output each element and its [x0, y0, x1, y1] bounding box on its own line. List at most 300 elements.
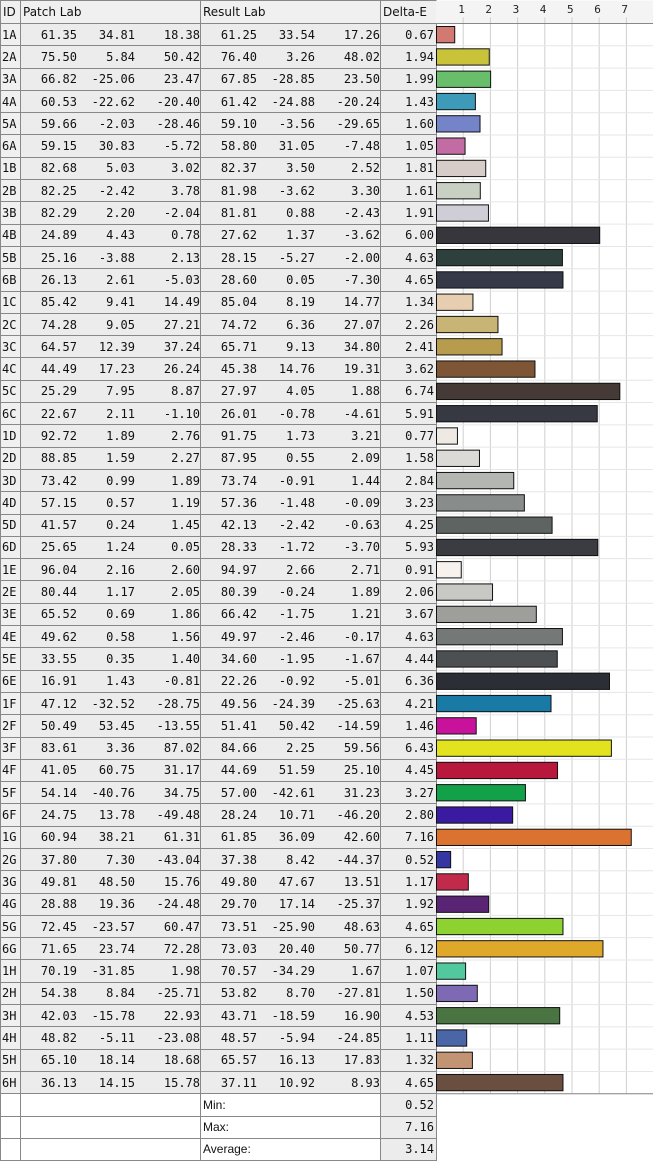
delta-e-value: 4.63 [381, 246, 437, 268]
summary-blank [1, 1138, 21, 1160]
bar-3A [437, 71, 491, 87]
result-b: 48.02 [343, 49, 380, 64]
bar-4C [437, 361, 535, 377]
patch-a: 60.75 [98, 763, 135, 778]
patch-b: -13.55 [156, 718, 200, 733]
result-a: -24.39 [271, 696, 315, 711]
patch-b: 26.24 [163, 362, 200, 377]
result-l: 43.71 [220, 1008, 257, 1023]
delta-e-value: 2.80 [381, 804, 437, 826]
patch-lab-cell [21, 871, 201, 893]
result-a: 50.42 [278, 718, 315, 733]
result-a: -0.92 [278, 674, 315, 689]
result-lab-cell [201, 581, 381, 603]
bar-5B [437, 249, 563, 265]
patch-lab-cell [21, 358, 201, 380]
patch-l: 24.75 [40, 808, 77, 823]
patch-id: 4F [1, 759, 21, 781]
patch-lab-cell [21, 804, 201, 826]
result-l: 34.60 [220, 651, 257, 666]
patch-b: 23.47 [163, 72, 200, 87]
delta-e-value: 1.91 [381, 202, 437, 224]
delta-e-value: 6.12 [381, 938, 437, 960]
result-b: 13.51 [343, 874, 380, 889]
patch-lab-cell [21, 559, 201, 581]
patch-l: 22.67 [40, 406, 77, 421]
bar-3H [437, 1008, 560, 1024]
patch-l: 60.94 [40, 830, 77, 845]
patch-a: -40.76 [91, 785, 135, 800]
result-a: 6.36 [286, 317, 315, 332]
result-lab-cell [201, 692, 381, 714]
result-a: -34.29 [271, 964, 315, 979]
result-b: -25.37 [336, 897, 380, 912]
patch-a: 19.36 [98, 897, 135, 912]
result-l: 67.85 [220, 72, 257, 87]
patch-lab-cell [21, 692, 201, 714]
result-a: -1.48 [278, 495, 315, 510]
patch-l: 49.81 [40, 874, 77, 889]
table-row [1, 469, 437, 491]
result-a: 17.14 [278, 897, 315, 912]
patch-lab-cell [21, 603, 201, 625]
result-lab-cell [201, 492, 381, 514]
result-l: 44.69 [220, 763, 257, 778]
patch-id: 6E [1, 670, 21, 692]
delta-e-value: 1.17 [381, 871, 437, 893]
result-l: 82.37 [220, 161, 257, 176]
result-b: 3.21 [351, 428, 380, 443]
result-l: 61.25 [220, 27, 257, 42]
patch-id: 5E [1, 648, 21, 670]
result-lab-cell [201, 113, 381, 135]
result-lab-cell [201, 826, 381, 848]
patch-b: -0.81 [163, 674, 200, 689]
result-lab-cell [201, 960, 381, 982]
patch-l: 57.15 [40, 495, 77, 510]
patch-id: 3D [1, 469, 21, 491]
result-lab-cell [201, 68, 381, 90]
patch-b: 18.68 [163, 1053, 200, 1068]
result-lab-cell [201, 90, 381, 112]
table-row [1, 202, 437, 224]
result-lab-cell [201, 848, 381, 870]
patch-id: 2A [1, 46, 21, 68]
patch-l: 42.03 [40, 1008, 77, 1023]
delta-e-value: 6.00 [381, 224, 437, 246]
result-a: -1.95 [278, 651, 315, 666]
result-b: -2.00 [343, 250, 380, 265]
delta-e-value: 5.93 [381, 536, 437, 558]
delta-e-value: 1.92 [381, 893, 437, 915]
bar-1E [437, 562, 462, 578]
result-l: 87.95 [220, 451, 257, 466]
delta-e-value: 0.67 [381, 24, 437, 46]
patch-b: 1.45 [171, 518, 200, 533]
result-l: 94.97 [220, 562, 257, 577]
patch-lab-cell [21, 670, 201, 692]
patch-id: 3H [1, 1005, 21, 1027]
result-a: -0.24 [278, 585, 315, 600]
result-b: 1.44 [351, 473, 380, 488]
result-a: 0.55 [286, 451, 315, 466]
patch-lab-cell [21, 180, 201, 202]
result-lab-cell [201, 403, 381, 425]
patch-id: 2H [1, 982, 21, 1004]
patch-a: -15.78 [91, 1008, 135, 1023]
result-b: -5.01 [343, 674, 380, 689]
table-row [1, 559, 437, 581]
result-b: 48.63 [343, 919, 380, 934]
table-row [1, 1071, 437, 1093]
patch-lab-cell [21, 715, 201, 737]
patch-l: 75.50 [40, 49, 77, 64]
patch-lab-cell [21, 782, 201, 804]
result-b: -1.67 [343, 651, 380, 666]
result-b: -0.17 [343, 629, 380, 644]
patch-id: 6B [1, 269, 21, 291]
patch-lab-cell [21, 492, 201, 514]
patch-b: 60.47 [163, 919, 200, 934]
result-l: 45.38 [220, 362, 257, 377]
patch-a: 1.59 [106, 451, 135, 466]
patch-id: 5C [1, 380, 21, 402]
result-b: 25.10 [343, 763, 380, 778]
patch-lab-cell [21, 737, 201, 759]
result-lab-cell [201, 358, 381, 380]
patch-l: 82.25 [40, 183, 77, 198]
patch-lab-cell [21, 336, 201, 358]
result-l: 73.51 [220, 919, 257, 934]
result-a: 3.26 [286, 49, 315, 64]
delta-e-value: 3.27 [381, 782, 437, 804]
patch-a: -25.06 [91, 72, 135, 87]
delta-e-value: 2.84 [381, 469, 437, 491]
bar-3C [437, 339, 503, 355]
result-lab-cell [201, 425, 381, 447]
result-l: 73.74 [220, 473, 257, 488]
patch-id: 4B [1, 224, 21, 246]
result-lab-cell [201, 447, 381, 469]
result-lab-cell [201, 782, 381, 804]
bar-1F [437, 695, 552, 711]
result-a: 31.05 [278, 139, 315, 154]
patch-a: -2.03 [98, 116, 135, 131]
patch-b: -43.04 [156, 852, 200, 867]
table-row [1, 915, 437, 937]
table-row [1, 848, 437, 870]
patch-b: 1.19 [171, 495, 200, 510]
patch-lab-cell [21, 380, 201, 402]
patch-l: 41.57 [40, 518, 77, 533]
patch-l: 54.14 [40, 785, 77, 800]
table-row [1, 536, 437, 558]
patch-id: 5D [1, 514, 21, 536]
patch-a: 9.05 [106, 317, 135, 332]
bar-2F [437, 718, 477, 734]
result-lab-cell [201, 871, 381, 893]
patch-l: 28.88 [40, 897, 77, 912]
patch-a: 5.03 [106, 161, 135, 176]
patch-id: 3E [1, 603, 21, 625]
summary-value: 7.16 [381, 1116, 437, 1138]
bar-4F [437, 762, 558, 778]
bar-1G [437, 829, 632, 845]
patch-l: 73.42 [40, 473, 77, 488]
result-b: -2.43 [343, 206, 380, 221]
patch-l: 60.53 [40, 94, 77, 109]
header-row [1, 1, 437, 24]
table-row [1, 782, 437, 804]
patch-id: 4C [1, 358, 21, 380]
result-a: 2.25 [286, 741, 315, 756]
bar-6G [437, 941, 603, 957]
result-a: 8.42 [286, 852, 315, 867]
delta-e-value: 1.60 [381, 113, 437, 135]
result-b: 2.71 [351, 562, 380, 577]
patch-b: 27.21 [163, 317, 200, 332]
result-lab-cell [201, 648, 381, 670]
patch-b: 15.78 [163, 1075, 200, 1090]
result-a: 16.13 [278, 1053, 315, 1068]
bar-5G [437, 918, 563, 934]
patch-l: 25.65 [40, 540, 77, 555]
patch-id: 2F [1, 715, 21, 737]
patch-l: 48.82 [40, 1031, 77, 1045]
delta-e-value: 4.25 [381, 514, 437, 536]
patch-b: 14.49 [163, 295, 200, 310]
patch-b: -24.48 [156, 897, 200, 912]
patch-id: 6D [1, 536, 21, 558]
patch-b: -25.71 [156, 986, 200, 1001]
bar-5C [437, 383, 620, 399]
result-a: -0.91 [278, 473, 315, 488]
table-row [1, 737, 437, 759]
result-l: 58.80 [220, 139, 257, 154]
patch-l: 37.80 [40, 852, 77, 867]
result-l: 85.04 [220, 295, 257, 310]
patch-id: 2D [1, 447, 21, 469]
patch-b: 31.17 [163, 763, 200, 778]
delta-e-value: 1.58 [381, 447, 437, 469]
patch-lab-cell [21, 291, 201, 313]
patch-a: 5.84 [106, 49, 135, 64]
delta-e-value: 1.94 [381, 46, 437, 68]
patch-a: 2.61 [106, 272, 135, 287]
bar-6E [437, 673, 610, 689]
table-row [1, 157, 437, 179]
patch-b: 8.87 [171, 384, 200, 399]
result-b: 17.83 [343, 1053, 380, 1068]
delta-e-value: 1.32 [381, 1049, 437, 1071]
patch-a: 1.43 [106, 674, 135, 689]
result-lab-cell [201, 514, 381, 536]
bar-4A [437, 93, 476, 109]
patch-a: 8.84 [106, 986, 135, 1001]
patch-lab-cell [21, 1005, 201, 1027]
patch-l: 25.29 [40, 384, 77, 399]
patch-l: 36.13 [40, 1075, 77, 1090]
patch-b: 50.42 [163, 49, 200, 64]
table-row [1, 113, 437, 135]
patch-lab-cell [21, 202, 201, 224]
patch-b: 3.78 [171, 183, 200, 198]
summary-row [1, 1116, 437, 1138]
result-l: 66.42 [220, 607, 257, 622]
delta-e-value: 0.91 [381, 559, 437, 581]
bar-6D [437, 539, 598, 555]
delta-e-value: 1.43 [381, 90, 437, 112]
result-a: -28.85 [271, 72, 315, 87]
bar-3B [437, 205, 489, 221]
table-row [1, 68, 437, 90]
patch-l: 33.55 [40, 651, 77, 666]
bar-6F [437, 807, 513, 823]
patch-id: 5A [1, 113, 21, 135]
summary-blank [1, 1094, 21, 1116]
patch-id: 1C [1, 291, 21, 313]
x-tick-label: 1 [458, 3, 465, 16]
patch-a: 1.24 [106, 540, 135, 555]
bar-4G [437, 896, 489, 912]
result-lab-cell [201, 559, 381, 581]
patch-a: 18.14 [98, 1053, 135, 1068]
delta-e-value: 1.34 [381, 291, 437, 313]
patch-l: 85.42 [40, 295, 77, 310]
result-lab-cell [201, 202, 381, 224]
delta-e-value: 3.67 [381, 603, 437, 625]
patch-id: 1B [1, 157, 21, 179]
patch-lab-cell [21, 848, 201, 870]
patch-a: -3.88 [98, 250, 135, 265]
table-row [1, 692, 437, 714]
patch-lab-cell [21, 626, 201, 648]
table-row [1, 804, 437, 826]
bar-1C [437, 294, 473, 310]
table-row [1, 380, 437, 402]
patch-lab-cell [21, 46, 201, 68]
table-row [1, 759, 437, 781]
result-b: -29.65 [336, 116, 380, 131]
patch-a: 7.95 [106, 384, 135, 399]
patch-lab-cell [21, 68, 201, 90]
result-b: -0.63 [343, 518, 380, 533]
patch-l: 44.49 [40, 362, 77, 377]
result-b: -24.85 [336, 1031, 380, 1045]
result-b: -25.63 [336, 696, 380, 711]
summary-value: 3.14 [381, 1138, 437, 1160]
patch-lab-cell [21, 403, 201, 425]
patch-a: 1.89 [106, 428, 135, 443]
header-result-lab: Result Lab [201, 1, 381, 24]
result-lab-cell [201, 157, 381, 179]
result-b: 34.80 [343, 339, 380, 354]
result-lab-cell [201, 603, 381, 625]
header-delta-e: Delta-E [381, 1, 437, 24]
delta-e-value: 4.65 [381, 915, 437, 937]
table-row [1, 648, 437, 670]
patch-id: 5B [1, 246, 21, 268]
patch-b: 18.38 [163, 27, 200, 42]
patch-a: 48.50 [98, 874, 135, 889]
result-b: -14.59 [336, 718, 380, 733]
result-lab-cell [201, 536, 381, 558]
patch-l: 82.68 [40, 161, 77, 176]
patch-id: 1A [1, 24, 21, 46]
result-b: 23.50 [343, 72, 380, 87]
patch-b: -5.72 [163, 139, 200, 154]
table-row [1, 46, 437, 68]
patch-b: 61.31 [163, 830, 200, 845]
patch-b: -5.03 [163, 272, 200, 287]
patch-lab-cell [21, 514, 201, 536]
patch-a: 7.30 [106, 852, 135, 867]
delta-e-value: 0.77 [381, 425, 437, 447]
patch-id: 4H [1, 1027, 21, 1049]
result-l: 29.70 [220, 897, 257, 912]
result-a: 9.13 [286, 339, 315, 354]
result-l: 49.80 [220, 874, 257, 889]
result-a: -42.61 [271, 785, 315, 800]
patch-l: 80.44 [40, 585, 77, 600]
patch-id: 2G [1, 848, 21, 870]
table-row [1, 425, 437, 447]
result-a: -3.62 [278, 183, 315, 198]
patch-b: 34.75 [163, 785, 200, 800]
result-a: 1.37 [286, 228, 315, 243]
result-lab-cell [201, 380, 381, 402]
patch-a: -5.11 [98, 1031, 135, 1045]
delta-e-value: 4.65 [381, 1071, 437, 1093]
result-lab-cell [201, 1071, 381, 1093]
patch-b: 1.56 [171, 629, 200, 644]
table-row [1, 982, 437, 1004]
table-row [1, 403, 437, 425]
delta-e-value: 5.91 [381, 403, 437, 425]
bar-2A [437, 49, 490, 65]
result-a: 14.76 [278, 362, 315, 377]
patch-l: 83.61 [40, 741, 77, 756]
patch-l: 65.52 [40, 607, 77, 622]
delta-e-value: 4.44 [381, 648, 437, 670]
patch-id: 2E [1, 581, 21, 603]
patch-b: 3.02 [171, 161, 200, 176]
patch-a: 30.83 [98, 139, 135, 154]
delta-e-value: 4.21 [381, 692, 437, 714]
bar-2D [437, 450, 480, 466]
patch-a: 17.23 [98, 362, 135, 377]
summary-blank [21, 1138, 201, 1160]
result-b: 2.09 [351, 451, 380, 466]
patch-b: -28.75 [156, 696, 200, 711]
result-a: 20.40 [278, 941, 315, 956]
result-l: 65.57 [220, 1053, 257, 1068]
patch-a: 14.15 [98, 1075, 135, 1090]
result-l: 70.57 [220, 964, 257, 979]
patch-lab-cell [21, 113, 201, 135]
patch-id: 4A [1, 90, 21, 112]
delta-e-value: 3.62 [381, 358, 437, 380]
result-b: 19.31 [343, 362, 380, 377]
result-lab-cell [201, 269, 381, 291]
result-l: 28.15 [220, 250, 257, 265]
result-a: -5.94 [278, 1031, 315, 1045]
result-b: -3.62 [343, 228, 380, 243]
result-b: 1.88 [351, 384, 380, 399]
patch-b: 2.13 [171, 250, 200, 265]
table-row [1, 826, 437, 848]
delta-e-value: 1.46 [381, 715, 437, 737]
